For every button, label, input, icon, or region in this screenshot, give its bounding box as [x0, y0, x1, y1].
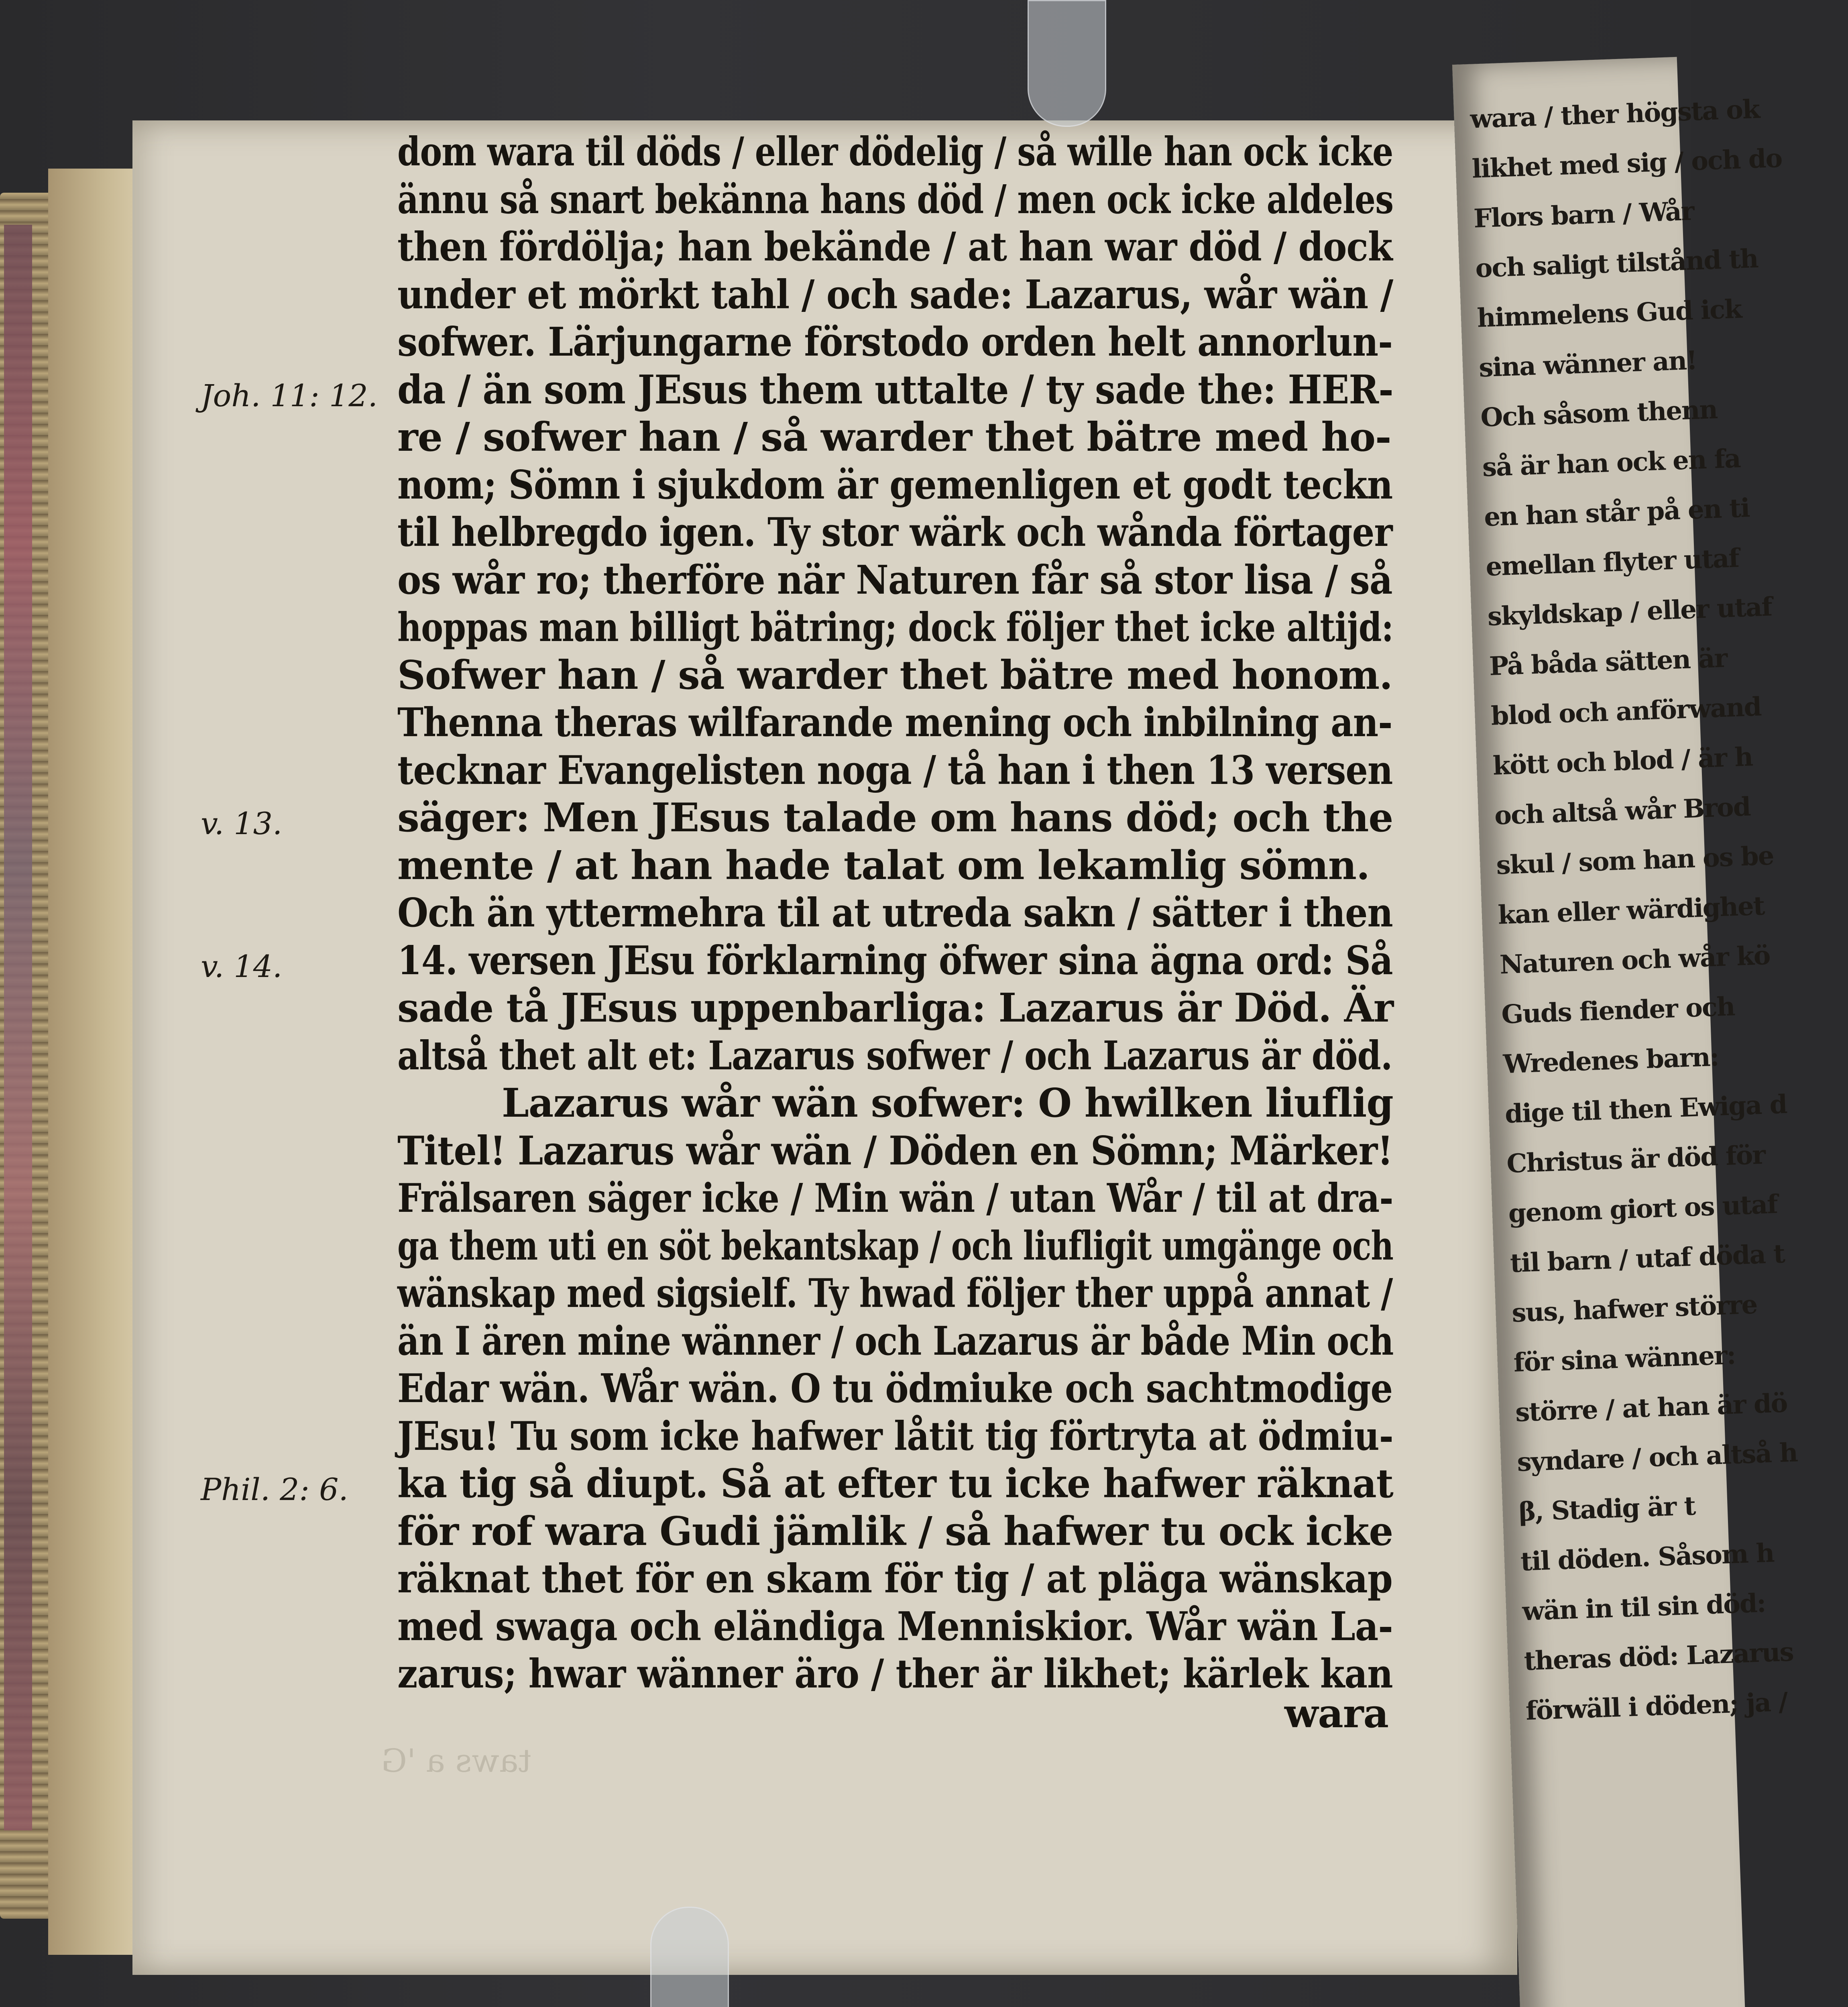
text-line: wänskap med sigsielf. Ty hwad följer ther uppå annat / — [397, 1270, 1393, 1317]
text-line: altså thet alt et: Lazarus sofwer / och Lazarus är död. — [397, 1032, 1392, 1079]
text-line: then fördölja; han bekände / at han war död / dock — [397, 224, 1392, 270]
facing-text-line: förwäll i döden; ja / — [1525, 1687, 1788, 1726]
facing-text-line: wara / ther högsta ok — [1469, 94, 1760, 134]
text-line: sofwer. Lärjungarne förstodo orden helt annorlun- — [397, 319, 1393, 365]
facing-text-line: β, Stadig är t — [1518, 1491, 1696, 1527]
text-line: med swaga och eländiga Menniskior. Wår wän La- — [397, 1603, 1393, 1650]
text-line: Titel! Lazarus wår wän / Döden en Sömn; Märker! — [397, 1128, 1393, 1174]
facing-text-line: blod och anförwand — [1490, 692, 1762, 731]
page-block-edge — [48, 169, 145, 1955]
facing-text-line: dige til then Ewiga d — [1504, 1089, 1787, 1130]
margin-reference: v. 14. — [201, 948, 283, 984]
text-line: tecknar Evangelisten noga / tå han i then 13 versen — [397, 747, 1393, 794]
text-line: til helbregdo igen. Ty stor wärk och wånda förtager — [397, 509, 1392, 556]
facing-text-line: Flors barn / Wår — [1473, 196, 1694, 234]
text-line: zarus; hwar wänner äro / ther är likhet; kärlek kan — [397, 1651, 1393, 1697]
facing-text-line: Christus är död för — [1506, 1140, 1766, 1179]
facing-text-line: skul / som han os be — [1496, 841, 1774, 881]
text-line: wara — [1284, 1690, 1388, 1737]
text-line: ga them uti en söt bekantskap / och liufligit umgänge och — [397, 1223, 1394, 1269]
text-line: Frälsaren säger icke / Min wän / utan Wår / til at dra- — [397, 1175, 1393, 1221]
facing-text-line: sina wänner an! — [1478, 345, 1697, 383]
facing-text-line: til döden. Såsom h — [1520, 1538, 1775, 1577]
facing-text-line: kött och blod / är h — [1492, 742, 1753, 781]
page-holder-clip-top — [1028, 0, 1106, 127]
facing-text-line: så är han ock en fa — [1482, 443, 1741, 483]
text-line: Thenna theras wilfarande mening och inbilning an- — [397, 700, 1392, 746]
show-through-text: taws a 'G — [381, 1742, 531, 1779]
margin-reference: v. 13. — [201, 806, 283, 841]
facing-text-line: theras död: Lazarus — [1523, 1637, 1794, 1677]
text-line: sade tå JEsus uppenbarliga: Lazarus är Död. Är — [397, 985, 1394, 1031]
text-line: JEsu! Tu som icke hafwer låtit tig förtryta at ödmiu- — [397, 1413, 1393, 1459]
facing-text-line: större / at han är dö — [1514, 1388, 1788, 1428]
facing-text-line: emellan flyter utaf — [1485, 543, 1740, 582]
facing-text-line: likhet med sig / och do — [1471, 143, 1783, 184]
text-line: re / sofwer han / så warder thet bätre med ho- — [397, 414, 1391, 460]
facing-text-line: Naturen och wår kö — [1499, 940, 1771, 980]
page-holder-clip-bottom — [650, 1907, 729, 2007]
facing-text-line: Guds fiender och — [1501, 991, 1735, 1030]
facing-text-line: Wredenes barn: — [1502, 1042, 1719, 1080]
text-line: Lazarus wår wän sofwer: O hwilken liuflig — [502, 1080, 1393, 1126]
facing-text-line: syndare / och altså h — [1516, 1437, 1798, 1478]
margin-reference: Joh. 11: 12. — [201, 377, 378, 413]
facing-text-line: genom giort os utaf — [1508, 1189, 1778, 1229]
text-line: under et mörkt tahl / och sade: Lazarus, wår wän / — [397, 271, 1393, 318]
text-line: os wår ro; therföre när Naturen får så stor lisa / så — [397, 557, 1392, 603]
text-line: än I ären mine wänner / och Lazarus är både Min och — [397, 1318, 1394, 1364]
facing-text-line: På båda sätten är — [1488, 643, 1728, 682]
facing-text-line: himmelens Gud ick — [1476, 294, 1742, 334]
text-line: dom wara til döds / eller dödelig / så wille han ock icke — [397, 129, 1393, 175]
facing-text-line: Och såsom thenn — [1480, 394, 1718, 433]
text-line: ka tig så diupt. Så at efter tu icke hafwer räknat — [397, 1461, 1393, 1507]
text-line: Sofwer han / så warder thet bätre med honom. — [397, 652, 1392, 698]
facing-text-line: sus, hafwer större — [1511, 1289, 1758, 1328]
facing-text-line: kan eller wärdighet — [1497, 891, 1765, 930]
text-line: räknat thet för en skam för tig / at pläga wänskap — [397, 1556, 1392, 1602]
facing-text-line: en han står på en ti — [1484, 493, 1750, 533]
marbled-binding — [4, 225, 32, 1830]
text-line: mente / at han hade talat om lekamlig sömn. — [397, 842, 1370, 889]
text-line: 14. versen JEsu förklarning öfwer sina ägna ord: Så — [397, 937, 1393, 984]
text-line: säger: Men JEsus talade om hans död; och the — [397, 795, 1393, 841]
text-line: för rof wara Gudi jämlik / så hafwer tu ock icke — [397, 1508, 1393, 1555]
text-line: hoppas man billigt bätring; dock följer thet icke altijd: — [397, 605, 1394, 651]
facing-text-line: för sina wänner: — [1513, 1340, 1736, 1378]
facing-text-line: til barn / utaf döda t — [1509, 1239, 1785, 1279]
text-line: ännu så snart bekänna hans död / men ock icke aldeles — [397, 176, 1394, 223]
facing-text-line: och altså wår Brod — [1494, 792, 1751, 831]
text-line: nom; Sömn i sjukdom är gemenligen et godt teckn — [397, 462, 1393, 508]
facing-text-line: wän in til sin död: — [1522, 1588, 1766, 1627]
margin-reference: Phil. 2: 6. — [201, 1472, 348, 1507]
facing-text-line: skyldskap / eller utaf — [1487, 592, 1773, 632]
text-line: da / än som JEsus them uttalte / ty sade the: HER- — [397, 366, 1393, 413]
text-line: Edar wän. Wår wän. O tu ödmiuke och sachtmodige — [397, 1366, 1393, 1412]
text-line: Och än yttermehra til at utreda sakn / sätter i then — [397, 890, 1393, 936]
facing-text-line: och saligt tilstånd th — [1475, 244, 1758, 284]
